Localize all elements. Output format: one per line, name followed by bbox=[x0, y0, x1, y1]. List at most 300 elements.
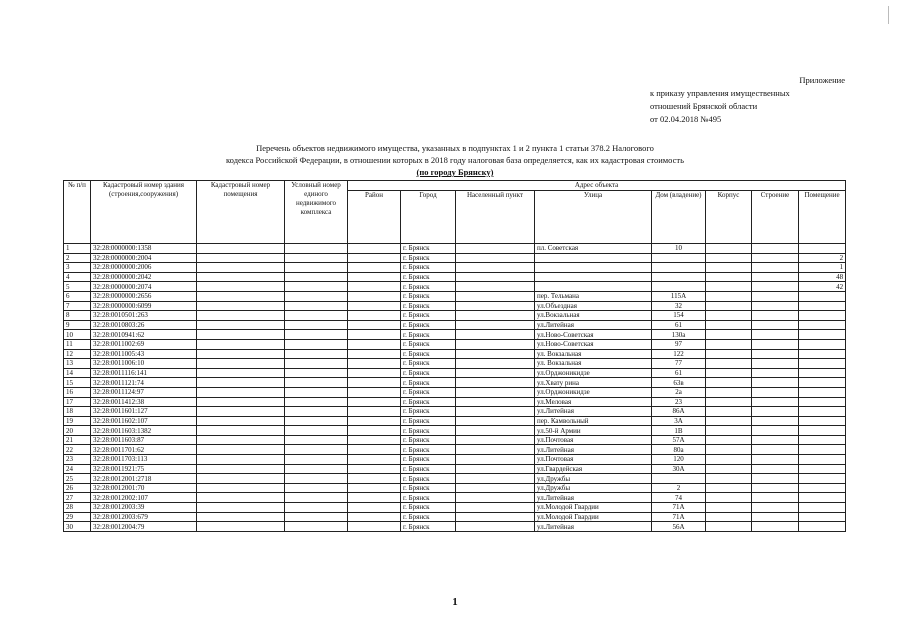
cell-room bbox=[799, 311, 846, 321]
cell-empty bbox=[706, 483, 752, 493]
cell-room: 1 bbox=[799, 263, 846, 273]
cell-cad: 32:28:0011602:107 bbox=[91, 416, 197, 426]
table-row bbox=[64, 378, 846, 388]
cell-empty bbox=[197, 244, 285, 254]
cell-city: г. Брянск bbox=[401, 455, 456, 465]
cell-empty bbox=[456, 483, 535, 493]
cell-empty bbox=[752, 359, 799, 369]
cell-street: ул.Орджоникидзе bbox=[535, 368, 652, 378]
cell-cad: 32:28:0012001:70 bbox=[91, 483, 197, 493]
cell-empty bbox=[348, 378, 401, 388]
cell-cad: 32:28:0011603:1382 bbox=[91, 426, 197, 436]
cell-empty bbox=[285, 339, 348, 349]
cell-room bbox=[799, 426, 846, 436]
cell-empty bbox=[752, 416, 799, 426]
cell-empty bbox=[285, 320, 348, 330]
table-row bbox=[64, 253, 846, 263]
cell-empty bbox=[706, 407, 752, 417]
cell-city: г. Брянск bbox=[401, 368, 456, 378]
cell-empty bbox=[752, 291, 799, 301]
cell-empty bbox=[348, 416, 401, 426]
cell-house: 61 bbox=[652, 368, 706, 378]
cell-empty bbox=[706, 522, 752, 532]
cell-room bbox=[799, 330, 846, 340]
cell-city: г. Брянск bbox=[401, 464, 456, 474]
cell-empty bbox=[456, 291, 535, 301]
cell-empty bbox=[456, 445, 535, 455]
cell-street bbox=[535, 263, 652, 273]
cell-city: г. Брянск bbox=[401, 493, 456, 503]
cell-empty bbox=[706, 464, 752, 474]
cell-empty bbox=[197, 426, 285, 436]
cell-room bbox=[799, 493, 846, 503]
cell-empty bbox=[285, 416, 348, 426]
cell-city: г. Брянск bbox=[401, 272, 456, 282]
cell-empty bbox=[197, 493, 285, 503]
cell-n: 16 bbox=[64, 387, 91, 397]
table-row bbox=[64, 407, 846, 417]
cell-empty bbox=[285, 291, 348, 301]
cell-empty bbox=[285, 301, 348, 311]
cell-n: 12 bbox=[64, 349, 91, 359]
cell-city: г. Брянск bbox=[401, 349, 456, 359]
table-row bbox=[64, 244, 846, 254]
cell-house: 1В bbox=[652, 426, 706, 436]
cell-empty bbox=[706, 493, 752, 503]
cell-empty bbox=[752, 503, 799, 513]
table-row bbox=[64, 397, 846, 407]
cell-house: 71А bbox=[652, 512, 706, 522]
cell-empty bbox=[348, 272, 401, 282]
cell-empty bbox=[456, 512, 535, 522]
cell-empty bbox=[456, 464, 535, 474]
header-stroenie: Строение bbox=[752, 191, 799, 244]
cell-room: 2 bbox=[799, 253, 846, 263]
cell-house: 57А bbox=[652, 435, 706, 445]
cell-empty bbox=[706, 339, 752, 349]
cell-empty bbox=[197, 330, 285, 340]
cell-empty bbox=[197, 263, 285, 273]
cell-empty bbox=[348, 359, 401, 369]
header-settlement: Населенный пункт bbox=[456, 191, 535, 244]
cell-empty bbox=[456, 282, 535, 292]
cell-empty bbox=[456, 368, 535, 378]
cell-empty bbox=[752, 301, 799, 311]
cell-empty bbox=[348, 301, 401, 311]
cell-empty bbox=[752, 426, 799, 436]
cell-empty bbox=[197, 349, 285, 359]
cell-empty bbox=[197, 474, 285, 484]
cell-empty bbox=[752, 455, 799, 465]
cell-empty bbox=[456, 407, 535, 417]
cell-empty bbox=[456, 397, 535, 407]
table-body bbox=[64, 244, 846, 532]
cell-room bbox=[799, 291, 846, 301]
page-number: 1 bbox=[452, 596, 458, 608]
cell-empty bbox=[456, 378, 535, 388]
cell-house: 56А bbox=[652, 522, 706, 532]
cell-cad: 32:28:0012002:107 bbox=[91, 493, 197, 503]
table-row bbox=[64, 349, 846, 359]
cell-empty bbox=[752, 320, 799, 330]
appendix-line: к приказу управления имущественных bbox=[650, 88, 790, 98]
cell-empty bbox=[285, 512, 348, 522]
cell-room bbox=[799, 483, 846, 493]
cell-room bbox=[799, 339, 846, 349]
cell-n: 3 bbox=[64, 263, 91, 273]
cell-empty bbox=[752, 272, 799, 282]
cell-city: г. Брянск bbox=[401, 512, 456, 522]
cell-street: ул.Дружбы bbox=[535, 483, 652, 493]
cell-empty bbox=[706, 359, 752, 369]
cell-empty bbox=[456, 244, 535, 254]
cell-n: 13 bbox=[64, 359, 91, 369]
cell-room bbox=[799, 512, 846, 522]
cell-empty bbox=[348, 263, 401, 273]
cell-empty bbox=[456, 263, 535, 273]
cell-empty bbox=[456, 320, 535, 330]
cell-empty bbox=[706, 301, 752, 311]
cell-empty bbox=[285, 474, 348, 484]
cell-empty bbox=[706, 378, 752, 388]
cell-empty bbox=[197, 301, 285, 311]
cell-empty bbox=[752, 387, 799, 397]
cell-street: ул.Вокзальная bbox=[535, 311, 652, 321]
cell-empty bbox=[197, 503, 285, 513]
cell-cad: 32:28:0000000:2074 bbox=[91, 282, 197, 292]
cell-cad: 32:28:0011701:62 bbox=[91, 445, 197, 455]
cell-empty bbox=[348, 291, 401, 301]
cell-empty bbox=[348, 349, 401, 359]
cell-empty bbox=[752, 339, 799, 349]
table-row bbox=[64, 368, 846, 378]
cell-house: 10 bbox=[652, 244, 706, 254]
cell-street: ул.Литейная bbox=[535, 522, 652, 532]
cell-house: 122 bbox=[652, 349, 706, 359]
cell-n: 30 bbox=[64, 522, 91, 532]
cell-empty bbox=[348, 407, 401, 417]
cell-cad: 32:28:0010941:62 bbox=[91, 330, 197, 340]
cell-room: 42 bbox=[799, 282, 846, 292]
cell-street: ул.Литейная bbox=[535, 407, 652, 417]
header-row-top bbox=[64, 181, 846, 191]
cell-empty bbox=[285, 455, 348, 465]
header-district: Район bbox=[348, 191, 401, 244]
cell-house: 30А bbox=[652, 464, 706, 474]
cell-room bbox=[799, 407, 846, 417]
cell-room bbox=[799, 368, 846, 378]
cell-house: 74 bbox=[652, 493, 706, 503]
cell-empty bbox=[197, 416, 285, 426]
cell-empty bbox=[348, 435, 401, 445]
cell-n: 25 bbox=[64, 474, 91, 484]
cell-empty bbox=[456, 493, 535, 503]
cell-empty bbox=[348, 503, 401, 513]
cell-empty bbox=[285, 368, 348, 378]
table-row bbox=[64, 483, 846, 493]
cell-cad: 32:28:0000000:2006 bbox=[91, 263, 197, 273]
cell-empty bbox=[285, 445, 348, 455]
cell-room bbox=[799, 416, 846, 426]
cell-empty bbox=[197, 445, 285, 455]
cell-n: 2 bbox=[64, 253, 91, 263]
cell-cad: 32:28:0011124:97 bbox=[91, 387, 197, 397]
cell-n: 26 bbox=[64, 483, 91, 493]
cell-n: 20 bbox=[64, 426, 91, 436]
cell-empty bbox=[456, 503, 535, 513]
cell-city: г. Брянск bbox=[401, 522, 456, 532]
cell-empty bbox=[197, 512, 285, 522]
cell-empty bbox=[706, 349, 752, 359]
cell-cad: 32:28:0000000:2004 bbox=[91, 253, 197, 263]
cell-empty bbox=[285, 311, 348, 321]
cell-house: 130а bbox=[652, 330, 706, 340]
cell-empty bbox=[706, 291, 752, 301]
cell-empty bbox=[456, 387, 535, 397]
cell-street: ул.Ново-Советская bbox=[535, 330, 652, 340]
cell-city: г. Брянск bbox=[401, 397, 456, 407]
table-row bbox=[64, 301, 846, 311]
cell-empty bbox=[456, 330, 535, 340]
cell-city: г. Брянск bbox=[401, 311, 456, 321]
table-row bbox=[64, 320, 846, 330]
cell-n: 11 bbox=[64, 339, 91, 349]
cell-empty bbox=[285, 503, 348, 513]
header-korpus: Корпус bbox=[706, 191, 752, 244]
cell-empty bbox=[348, 445, 401, 455]
cell-city: г. Брянск bbox=[401, 244, 456, 254]
cell-empty bbox=[285, 272, 348, 282]
cell-cad: 32:28:0000000:2042 bbox=[91, 272, 197, 282]
cell-empty bbox=[285, 435, 348, 445]
cell-empty bbox=[456, 253, 535, 263]
table-row bbox=[64, 311, 846, 321]
appendix-line: от 02.04.2018 №495 bbox=[650, 114, 722, 124]
property-register-table bbox=[63, 180, 846, 532]
cell-empty bbox=[456, 522, 535, 532]
cell-n: 8 bbox=[64, 311, 91, 321]
cell-empty bbox=[706, 244, 752, 254]
cell-empty bbox=[197, 435, 285, 445]
cell-street: пер. Камвольный bbox=[535, 416, 652, 426]
cell-n: 28 bbox=[64, 503, 91, 513]
cell-empty bbox=[456, 416, 535, 426]
cell-empty bbox=[706, 435, 752, 445]
cell-n: 14 bbox=[64, 368, 91, 378]
cell-city: г. Брянск bbox=[401, 435, 456, 445]
table-row bbox=[64, 263, 846, 273]
cell-n: 15 bbox=[64, 378, 91, 388]
cell-street: пер. Тельмана bbox=[535, 291, 652, 301]
table-row bbox=[64, 339, 846, 349]
cell-city: г. Брянск bbox=[401, 253, 456, 263]
table-row bbox=[64, 426, 846, 436]
cell-empty bbox=[752, 263, 799, 273]
cell-street: ул.Объездная bbox=[535, 301, 652, 311]
cell-empty bbox=[456, 349, 535, 359]
cell-street: ул. Вокзальная bbox=[535, 349, 652, 359]
cell-empty bbox=[197, 253, 285, 263]
cell-empty bbox=[348, 397, 401, 407]
appendix-title: Приложение bbox=[799, 75, 845, 85]
cell-city: г. Брянск bbox=[401, 301, 456, 311]
cell-street: ул.Орджоникидзе bbox=[535, 387, 652, 397]
cell-empty bbox=[456, 455, 535, 465]
cell-empty bbox=[348, 483, 401, 493]
cell-cad: 32:28:0000000:2656 bbox=[91, 291, 197, 301]
cell-cad: 32:28:0011921:75 bbox=[91, 464, 197, 474]
cell-street: ул.Почтовая bbox=[535, 455, 652, 465]
cell-empty bbox=[752, 368, 799, 378]
cell-empty bbox=[197, 368, 285, 378]
document-heading bbox=[100, 142, 810, 178]
cell-house: 63в bbox=[652, 378, 706, 388]
cell-cad: 32:28:0012004:79 bbox=[91, 522, 197, 532]
cell-cad: 32:28:0012001:2718 bbox=[91, 474, 197, 484]
cell-empty bbox=[348, 311, 401, 321]
cell-cad: 32:28:0011006:10 bbox=[91, 359, 197, 369]
cell-city: г. Брянск bbox=[401, 378, 456, 388]
cell-room bbox=[799, 445, 846, 455]
cell-empty bbox=[285, 263, 348, 273]
cell-empty bbox=[197, 311, 285, 321]
cell-street: ул.Молодой Гвардии bbox=[535, 503, 652, 513]
cell-empty bbox=[197, 522, 285, 532]
cell-empty bbox=[197, 282, 285, 292]
cell-empty bbox=[706, 426, 752, 436]
cell-empty bbox=[197, 291, 285, 301]
cell-house: 97 bbox=[652, 339, 706, 349]
cell-empty bbox=[706, 387, 752, 397]
cell-cad: 32:28:0012003:39 bbox=[91, 503, 197, 513]
table-row bbox=[64, 291, 846, 301]
cell-room bbox=[799, 464, 846, 474]
cell-city: г. Брянск bbox=[401, 426, 456, 436]
cell-house: 3А bbox=[652, 416, 706, 426]
cell-empty bbox=[706, 253, 752, 263]
cell-empty bbox=[706, 397, 752, 407]
cell-room bbox=[799, 378, 846, 388]
table-row bbox=[64, 416, 846, 426]
cell-empty bbox=[348, 464, 401, 474]
cell-empty bbox=[752, 512, 799, 522]
cell-empty bbox=[285, 330, 348, 340]
cell-empty bbox=[197, 339, 285, 349]
cell-empty bbox=[197, 320, 285, 330]
cell-room bbox=[799, 474, 846, 484]
cell-house: 86А bbox=[652, 407, 706, 417]
cell-empty bbox=[752, 493, 799, 503]
cell-n: 22 bbox=[64, 445, 91, 455]
heading-line-3: (по городу Брянску) bbox=[416, 167, 494, 177]
heading-line-1: Перечень объектов недвижимого имущества, указанных в подпунктах 1 и 2 пункта 1 статьи 378.2 Налогового bbox=[256, 143, 654, 153]
cell-city: г. Брянск bbox=[401, 416, 456, 426]
cell-n: 9 bbox=[64, 320, 91, 330]
table-row bbox=[64, 387, 846, 397]
cell-empty bbox=[285, 493, 348, 503]
cell-house bbox=[652, 263, 706, 273]
cell-empty bbox=[752, 522, 799, 532]
cell-n: 18 bbox=[64, 407, 91, 417]
cell-empty bbox=[197, 455, 285, 465]
cell-n: 7 bbox=[64, 301, 91, 311]
cell-street bbox=[535, 253, 652, 263]
cell-empty bbox=[348, 455, 401, 465]
cell-empty bbox=[348, 493, 401, 503]
cell-street: ул.Литейная bbox=[535, 320, 652, 330]
cell-empty bbox=[348, 244, 401, 254]
cell-house: 154 bbox=[652, 311, 706, 321]
cell-empty bbox=[285, 359, 348, 369]
cell-city: г. Брянск bbox=[401, 503, 456, 513]
table-row bbox=[64, 493, 846, 503]
cell-n: 27 bbox=[64, 493, 91, 503]
cell-empty bbox=[706, 455, 752, 465]
cell-empty bbox=[706, 320, 752, 330]
cell-street: ул.Ново-Советская bbox=[535, 339, 652, 349]
cell-street: ул.Дружбы bbox=[535, 474, 652, 484]
cell-empty bbox=[752, 311, 799, 321]
cell-cad: 32:28:0000000:1358 bbox=[91, 244, 197, 254]
cell-house bbox=[652, 253, 706, 263]
cell-empty bbox=[752, 253, 799, 263]
cell-city: г. Брянск bbox=[401, 483, 456, 493]
cell-empty bbox=[752, 464, 799, 474]
cell-cad: 32:28:0011412:38 bbox=[91, 397, 197, 407]
cell-empty bbox=[752, 445, 799, 455]
cell-city: г. Брянск bbox=[401, 387, 456, 397]
cell-empty bbox=[348, 282, 401, 292]
table-row bbox=[64, 522, 846, 532]
cell-empty bbox=[706, 474, 752, 484]
header-house: Дом (владение) bbox=[652, 191, 706, 244]
cell-room bbox=[799, 522, 846, 532]
cell-empty bbox=[285, 378, 348, 388]
cell-city: г. Брянск bbox=[401, 263, 456, 273]
cell-city: г. Брянск bbox=[401, 330, 456, 340]
cell-empty bbox=[197, 407, 285, 417]
cell-n: 1 bbox=[64, 244, 91, 254]
cell-n: 4 bbox=[64, 272, 91, 282]
cell-room bbox=[799, 503, 846, 513]
cell-empty bbox=[348, 330, 401, 340]
cell-cad: 32:28:0011703:113 bbox=[91, 455, 197, 465]
cell-cad: 32:28:0011603:87 bbox=[91, 435, 197, 445]
cell-city: г. Брянск bbox=[401, 291, 456, 301]
cell-street: ул.Гвардейская bbox=[535, 464, 652, 474]
cell-cad: 32:28:0010501:263 bbox=[91, 311, 197, 321]
cell-empty bbox=[348, 512, 401, 522]
header-cad-building: Кадастровый номер здания (строения,сооружения) bbox=[91, 181, 197, 244]
cell-empty bbox=[348, 368, 401, 378]
cell-cad: 32:28:0011601:127 bbox=[91, 407, 197, 417]
cell-room bbox=[799, 244, 846, 254]
cell-room: 48 bbox=[799, 272, 846, 282]
cell-empty bbox=[706, 503, 752, 513]
cell-empty bbox=[706, 282, 752, 292]
cell-empty bbox=[285, 387, 348, 397]
cell-empty bbox=[197, 483, 285, 493]
cell-cad: 32:28:0011005:43 bbox=[91, 349, 197, 359]
cell-empty bbox=[285, 244, 348, 254]
cell-street: пл. Советская bbox=[535, 244, 652, 254]
cell-room bbox=[799, 455, 846, 465]
cell-house bbox=[652, 282, 706, 292]
cell-house: 2а bbox=[652, 387, 706, 397]
cell-room bbox=[799, 359, 846, 369]
cell-empty bbox=[197, 359, 285, 369]
cell-city: г. Брянск bbox=[401, 445, 456, 455]
